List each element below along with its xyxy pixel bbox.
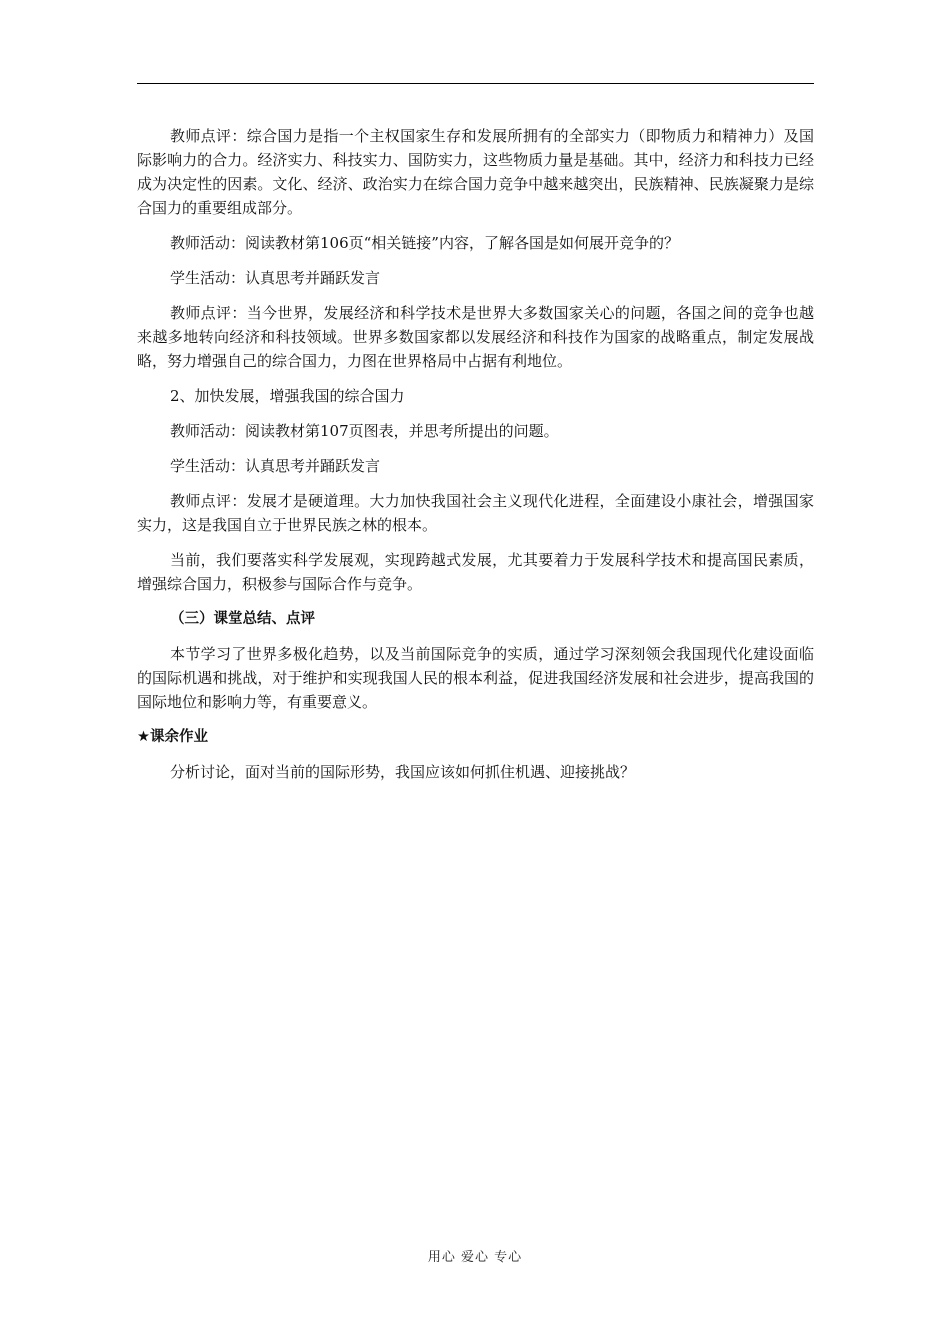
section-heading-2: 2、加快发展，增强我国的综合国力 <box>170 387 405 405</box>
paragraph-summary: 本节学习了世界多极化趋势，以及当前国际竞争的实质，通过学习深刻领会我国现代化建设面临的国际机遇和挑战，对于维护和实现我国人民的根本利益，促进我国经济发展和社会进步，提高我国的国际地位和影响力等，有重要意义。 <box>137 645 814 711</box>
document-body <box>137 124 814 795</box>
paragraph-current-tasks: 当前，我们要落实科学发展观，实现跨越式发展，尤其要着力于发展科学技术和提高国民素质，增强综合国力，积极参与国际合作与竞争。 <box>137 551 814 593</box>
paragraph-teacher-comment-1: 教师点评：综合国力是指一个主权国家生存和发展所拥有的全部实力（即物质力和精神力）及国际影响力的合力。经济实力、科技实力、国防实力，这些物质力量是基础。其中，经济力和科技力已经成为决定性的因素。文化、经济、政治实力在综合国力竞争中越来越突出，民族精神、民族凝聚力是综合国力的重要组成部分。 <box>137 127 814 217</box>
paragraph-homework: 分析讨论，面对当前的国际形势，我国应该如何抓住机遇、迎接挑战？ <box>170 763 636 781</box>
paragraph-teacher-activity-1: 教师活动：阅读教材第106页“相关链接”内容，了解各国是如何展开竞争的？ <box>170 234 679 252</box>
header-rule <box>137 83 814 84</box>
paragraph-teacher-comment-2: 教师点评：当今世界，发展经济和科学技术是世界大多数国家关心的问题，各国之间的竞争也越来越多地转向经济和科技领域。世界多数国家都以发展经济和科技作为国家的战略重点，制定发展战略，努力增强自己的综合国力，力图在世界格局中占据有利地位。 <box>137 304 814 370</box>
page-footer: 用心 爱心 专心 <box>427 1250 523 1265</box>
section-heading-summary: （三）课堂总结、点评 <box>170 611 315 627</box>
paragraph-student-activity-1: 学生活动：认真思考并踊跃发言 <box>170 269 381 287</box>
paragraph-student-activity-2: 学生活动：认真思考并踊跃发言 <box>170 457 381 475</box>
paragraph-teacher-activity-2: 教师活动：阅读教材第107页图表，并思考所提出的问题。 <box>170 422 559 440</box>
paragraph-teacher-comment-3: 教师点评：发展才是硬道理。大力加快我国社会主义现代化进程，全面建设小康社会，增强国家实力，这是我国自立于世界民族之林的根本。 <box>137 492 814 534</box>
section-heading-homework: ★课余作业 <box>137 729 208 745</box>
